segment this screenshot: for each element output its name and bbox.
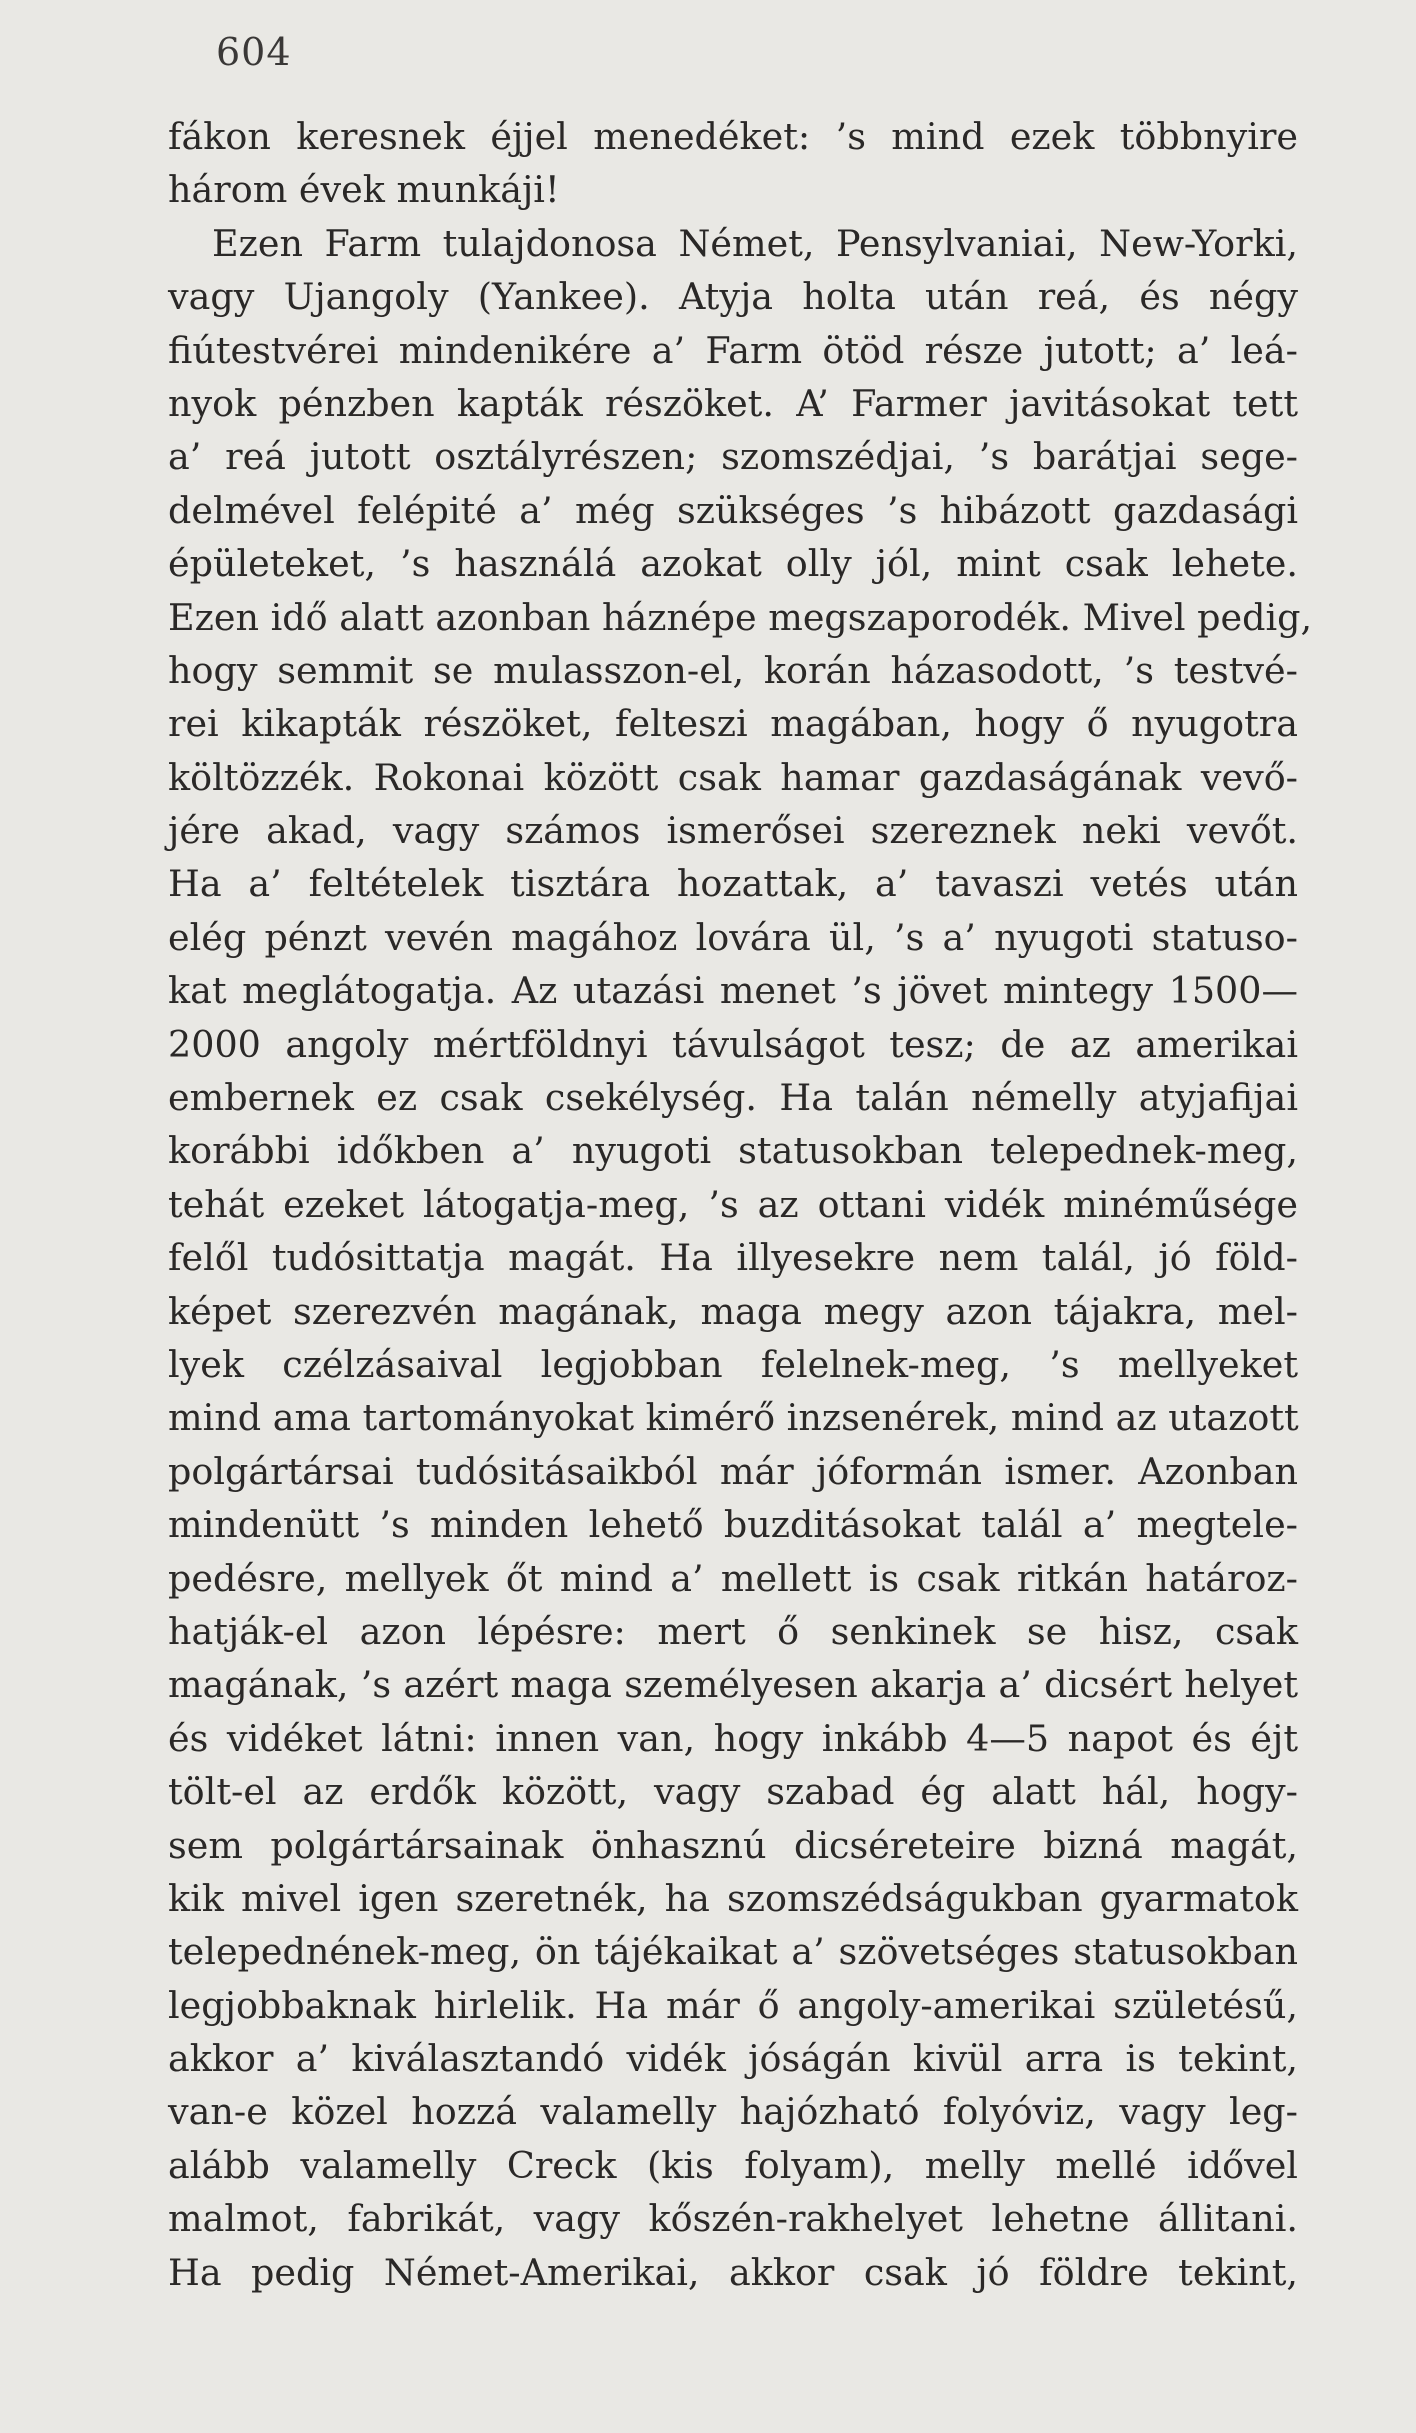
text-line: akkor a’ kiválasztandó vidék jóságán kivül arra is tekint, — [168, 2037, 1298, 2081]
text-line: 2000 angoly mértföldnyi távulságot tesz; de az amerikai — [168, 1022, 1298, 1066]
text-line: költözzék. Rokonai között csak hamar gazdaságának vevő- — [168, 755, 1298, 799]
text-line: nyok pénzben kapták részöket. A’ Farmer javitásokat tett — [168, 381, 1298, 425]
text-line: Ha pedig Német-Amerikai, akkor csak jó földre tekint, — [168, 2250, 1298, 2294]
text-line: sem polgártársainak önhasznú dicséreteire bizná magát, — [168, 1823, 1298, 1867]
text-line: magának, ’s azért maga személyesen akarja a’ dicsért helyet — [168, 1663, 1298, 1707]
text-line: felől tudósittatja magát. Ha illyesekre nem talál, jó föld- — [168, 1236, 1298, 1280]
text-line: Ha a’ feltételek tisztára hozattak, a’ tavaszi vetés után — [168, 862, 1298, 906]
text-line: van-e közel hozzá valamelly hajózható folyóviz, vagy leg- — [168, 2090, 1298, 2134]
text-line: rei kikapták részöket, felteszi magában, hogy ő nyugotra — [168, 702, 1298, 746]
text-line: tölt-el az erdők között, vagy szabad ég alatt hál, hogy- — [168, 1770, 1298, 1814]
text-line: Ezen idő alatt azonban háznépe megszaporodék. Mivel pedig, — [168, 595, 1313, 639]
text-line: pedésre, mellyek őt mind a’ mellett is csak ritkán határoz- — [168, 1556, 1298, 1600]
text-line: polgártársai tudósitásaikból már jóformán ismer. Azonban — [168, 1449, 1298, 1493]
text-line: legjobbaknak hirlelik. Ha már ő angoly-amerikai születésű, — [168, 1983, 1298, 2027]
text-line: alább valamelly Creck (kis folyam), melly mellé idővel — [168, 2143, 1298, 2187]
text-line: lyek czélzásaival legjobban felelnek-meg, ’s mellyeket — [168, 1342, 1298, 1386]
text-line: három évek munkáji! — [168, 168, 560, 212]
text-line: képet szerezvén magának, maga megy azon tájakra, mel- — [168, 1289, 1298, 1333]
text-line: mindenütt ’s minden lehető buzditásokat talál a’ megtele- — [168, 1503, 1298, 1547]
text-line: telepednének-meg, ön tájékaikat a’ szövetséges statusokban — [168, 1930, 1298, 1974]
text-line: hogy semmit se mulasszon-el, korán házasodott, ’s testvé- — [168, 648, 1298, 692]
text-line: kat meglátogatja. Az utazási menet ’s jövet mintegy 1500— — [168, 969, 1298, 1013]
text-line: hatják-el azon lépésre: mert ő senkinek se hisz, csak — [168, 1609, 1298, 1653]
text-line: a’ reá jutott osztályrészen; szomszédjai, ’s barátjai sege- — [168, 435, 1298, 479]
text-line: jére akad, vagy számos ismerősei szereznek neki vevőt. — [168, 809, 1298, 853]
text-line: fákon keresnek éjjel menedéket: ’s mind ezek többnyire — [168, 115, 1298, 158]
text-line: Ezen Farm tulajdonosa Német, Pensylvaniai, New-Yorki, — [212, 221, 1298, 265]
text-line: mind ama tartományokat kimérő inzsenérek, mind az utazott — [168, 1396, 1299, 1440]
text-line: épületeket, ’s használá azokat olly jól, mint csak lehete. — [168, 542, 1298, 586]
text-line: tehát ezeket látogatja-meg, ’s az ottani vidék minéműsége — [168, 1182, 1298, 1226]
text-line: fiútestvérei mindenikére a’ Farm ötöd része jutott; a’ leá- — [168, 328, 1298, 372]
text-line: embernek ez csak csekélység. Ha talán némelly atyjafijai — [168, 1076, 1298, 1120]
text-line: malmot, fabrikát, vagy kőszén-rakhelyet lehetne állitani. — [168, 2197, 1298, 2241]
text-line: vagy Ujangoly (Yankee). Atyja holta után reá, és négy — [168, 275, 1298, 319]
text-line: kik mivel igen szeretnék, ha szomszédságukban gyarmatok — [168, 1876, 1298, 1920]
text-line: elég pénzt vevén magához lovára ül, ’s a’ nyugoti statuso- — [168, 915, 1298, 959]
body-text — [168, 110, 1313, 2299]
text-line: delmével felépité a’ még szükséges ’s hibázott gazdasági — [168, 488, 1298, 532]
text-line: korábbi időkben a’ nyugoti statusokban telepednek-meg, — [168, 1129, 1298, 1173]
page-number: 604 — [216, 30, 292, 74]
text-line: és vidéket látni: innen van, hogy inkább 4—5 napot és éjt — [168, 1716, 1298, 1760]
